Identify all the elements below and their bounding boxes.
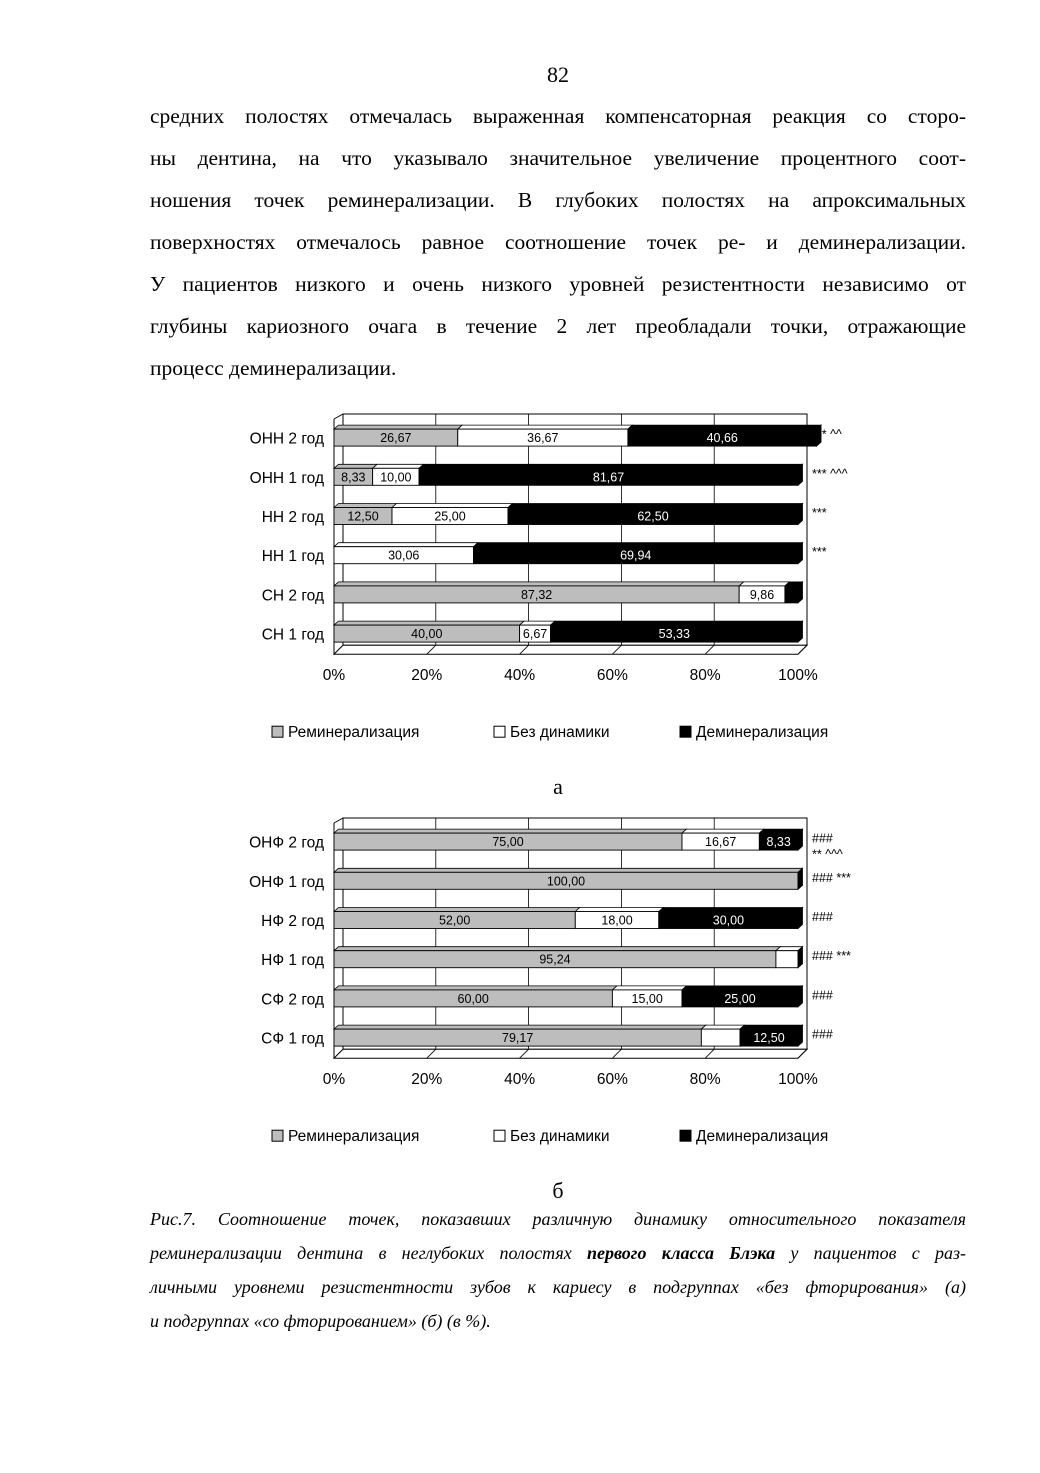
category-label: НН 1 год bbox=[261, 548, 324, 566]
x-tick-label: 100% bbox=[778, 667, 818, 685]
bar-segment-top bbox=[334, 425, 462, 429]
significance-annotation: ### bbox=[812, 1027, 833, 1042]
category-label: НН 2 год bbox=[261, 509, 324, 526]
legend-swatch bbox=[494, 1130, 505, 1141]
category-label: СН 1 год bbox=[261, 626, 324, 644]
bar-segment-top bbox=[334, 829, 687, 833]
data-label: 75,00 bbox=[492, 835, 524, 850]
caption-text: личными уровнеми резистентности зубов к кариесу в подгруппах «без фторирования» (а) bbox=[150, 1277, 966, 1297]
significance-annotation: ### bbox=[812, 910, 833, 924]
category-label: СН 2 год bbox=[261, 587, 324, 605]
data-label: 12,50 bbox=[347, 509, 379, 524]
data-label: 87,32 bbox=[520, 587, 553, 602]
legend-label: Деминерализация bbox=[696, 724, 829, 742]
bar-segment bbox=[701, 1029, 740, 1046]
significance-annotation: *** bbox=[812, 506, 827, 520]
bar-segment-top bbox=[334, 464, 377, 468]
data-label: 36,67 bbox=[527, 431, 559, 446]
bar-segment-top bbox=[701, 1025, 744, 1029]
bar-end-face bbox=[798, 829, 803, 850]
bar-end-face bbox=[798, 504, 803, 525]
bar-segment-top bbox=[759, 829, 802, 833]
bar-segment-top bbox=[682, 986, 803, 990]
caption-line bbox=[150, 1236, 966, 1270]
bar-segment-top bbox=[682, 829, 764, 833]
bar-segment-top bbox=[551, 621, 803, 625]
chart-b bbox=[0, 812, 1040, 1164]
data-label: 81,67 bbox=[592, 470, 625, 485]
bar-segment-top bbox=[334, 986, 617, 990]
body-line: процесс деминерализации. bbox=[150, 356, 397, 380]
bar-segment-top bbox=[520, 621, 555, 625]
bar-segment-top bbox=[508, 504, 803, 508]
data-label: 9,86 bbox=[749, 587, 775, 602]
data-label: 25,00 bbox=[434, 509, 466, 524]
bar-segment-top bbox=[334, 908, 580, 912]
caption-text: реминерализации дентина в неглубоких полостях bbox=[150, 1243, 587, 1263]
caption-text: и подгруппах «со фторированием» (б) (в %). bbox=[150, 1311, 491, 1331]
x-tick-label: 60% bbox=[596, 667, 628, 685]
x-tick-label: 100% bbox=[778, 1071, 818, 1089]
significance-annotation: *** ^^ bbox=[812, 427, 842, 442]
data-label: 26,67 bbox=[380, 431, 412, 446]
legend-label: Реминерализация bbox=[288, 724, 420, 742]
legend-label: Без динамики bbox=[510, 724, 610, 742]
bar-segment-top bbox=[334, 868, 803, 872]
bar-end-face bbox=[798, 582, 803, 603]
category-label: ОНН 1 год bbox=[249, 469, 324, 487]
data-label: 15,00 bbox=[631, 991, 663, 1006]
data-label: 95,24 bbox=[539, 952, 571, 967]
bar-segment-top bbox=[458, 425, 633, 429]
caption-text: Рис.7. Соотношение точек, показавших различную динамику относительного показателя bbox=[150, 1209, 966, 1229]
x-tick-label: 20% bbox=[411, 667, 443, 685]
caption-line bbox=[150, 1304, 966, 1338]
bar-segment-top bbox=[473, 543, 802, 547]
category-label: СФ 2 год bbox=[261, 991, 324, 1009]
bar-segment-top bbox=[373, 464, 424, 468]
data-label: 25,00 bbox=[724, 991, 756, 1006]
data-label: 60,00 bbox=[457, 991, 489, 1006]
legend-swatch bbox=[680, 726, 691, 737]
bar-segment bbox=[776, 951, 798, 968]
data-label: 79,17 bbox=[502, 1031, 534, 1046]
category-label: НФ 1 год bbox=[261, 952, 324, 970]
bar-segment-top bbox=[659, 908, 803, 912]
significance-annotation: ### bbox=[812, 988, 833, 1003]
x-tick-label: 80% bbox=[689, 1071, 721, 1089]
category-label: НФ 2 год bbox=[261, 913, 324, 930]
bar-end-face bbox=[798, 908, 803, 929]
data-label: 18,00 bbox=[601, 913, 633, 928]
bar-segment-top bbox=[419, 464, 802, 468]
legend-swatch bbox=[494, 726, 505, 737]
bar-end-face bbox=[798, 464, 803, 485]
bar-segment-top bbox=[334, 543, 478, 547]
legend-swatch bbox=[680, 1130, 691, 1141]
body-line: ношения точек реминерализации. В глубоких полостях на апроксимальных bbox=[150, 188, 966, 212]
data-label: 40,66 bbox=[706, 431, 738, 446]
bar-end-face bbox=[798, 986, 803, 1007]
plot-back-wall bbox=[343, 414, 807, 645]
panel-label-b: б bbox=[552, 1178, 564, 1203]
bar-end-face bbox=[798, 868, 803, 889]
category-label: ОНФ 1 год bbox=[249, 873, 324, 891]
legend-label: Реминерализация bbox=[288, 1128, 420, 1146]
bar-end-face bbox=[798, 1025, 803, 1046]
data-label: 12,50 bbox=[753, 1031, 785, 1046]
caption-emphasis: первого класса Блэка bbox=[587, 1243, 776, 1263]
legend-swatch bbox=[272, 1130, 283, 1141]
bar-segment-top bbox=[628, 425, 821, 429]
page-number: 82 bbox=[547, 62, 569, 87]
caption-line bbox=[150, 1202, 966, 1236]
x-tick-label: 0% bbox=[322, 667, 346, 685]
data-label: 53,33 bbox=[658, 627, 690, 642]
data-label: 16,67 bbox=[705, 835, 737, 850]
body-line: поверхностях отмечалось равное соотношение точек ре- и деминерализации. bbox=[150, 230, 966, 254]
data-label: 30,00 bbox=[712, 913, 745, 928]
bar-segment-top bbox=[740, 1025, 803, 1029]
legend-label: Без динамики bbox=[510, 1128, 610, 1146]
x-tick-label: 40% bbox=[504, 1071, 536, 1089]
significance-annotation: *** ^^^ bbox=[812, 466, 848, 481]
bar-segment-top bbox=[334, 1025, 706, 1029]
legend-swatch bbox=[272, 726, 283, 737]
caption-line bbox=[150, 1270, 966, 1304]
bar-segment-top bbox=[392, 504, 513, 508]
bar-segment-top bbox=[334, 582, 744, 586]
plot-back-wall bbox=[343, 818, 807, 1049]
bar-segment bbox=[785, 586, 798, 603]
x-tick-label: 20% bbox=[411, 1071, 443, 1089]
category-label: ОНН 2 год bbox=[249, 430, 324, 448]
significance-annotation: ** ^^^ bbox=[812, 847, 843, 862]
bar-end-face bbox=[798, 543, 803, 564]
figure-caption bbox=[150, 1202, 966, 1338]
panel-label-a: а bbox=[553, 774, 563, 799]
body-line: ны дентина, на что указывало значительное увеличение процентного соот- bbox=[150, 146, 966, 170]
body-line: глубины кариозного очага в течение 2 лет преобладали точки, отражающие bbox=[150, 314, 966, 338]
body-line: У пациентов низкого и очень низкого уровней резистентности независимо от bbox=[150, 272, 966, 296]
significance-annotation: *** bbox=[812, 545, 827, 560]
bar-segment-top bbox=[739, 582, 789, 586]
plot-floor bbox=[334, 645, 807, 654]
significance-annotation: ### *** bbox=[812, 870, 851, 885]
bar-end-face bbox=[798, 947, 803, 968]
chart-a bbox=[0, 408, 1040, 760]
bar-end-face bbox=[798, 621, 803, 642]
y-axis-line bbox=[334, 818, 343, 823]
bar-segment-top bbox=[334, 621, 524, 625]
plot-floor bbox=[334, 1049, 807, 1058]
x-tick-label: 80% bbox=[689, 667, 721, 685]
x-tick-label: 40% bbox=[504, 667, 536, 685]
bar-segment-top bbox=[334, 947, 780, 951]
body-line: средних полостях отмечалась выраженная компенсаторная реакция со сторо- bbox=[150, 104, 966, 128]
bar-segment-top bbox=[575, 908, 663, 912]
significance-annotation: ### bbox=[812, 831, 833, 846]
bar-segment-top bbox=[334, 504, 397, 508]
x-tick-label: 0% bbox=[322, 1071, 346, 1089]
data-label: 100,00 bbox=[546, 874, 586, 889]
data-label: 8,33 bbox=[766, 835, 791, 850]
bar-segment-top bbox=[612, 986, 686, 990]
data-label: 40,00 bbox=[411, 627, 443, 642]
data-label: 69,94 bbox=[620, 548, 652, 563]
data-label: 52,00 bbox=[438, 913, 471, 928]
data-label: 62,50 bbox=[637, 509, 669, 524]
data-label: 30,06 bbox=[388, 548, 420, 563]
y-axis-line bbox=[334, 414, 343, 419]
body-text bbox=[150, 95, 966, 389]
significance-annotation: ### *** bbox=[812, 949, 851, 964]
x-tick-label: 60% bbox=[596, 1071, 628, 1089]
legend-label: Деминерализация bbox=[696, 1128, 829, 1146]
category-label: ОНФ 2 год bbox=[249, 834, 324, 852]
data-label: 6,67 bbox=[522, 627, 548, 642]
data-label: 10,00 bbox=[380, 470, 412, 485]
data-label: 8,33 bbox=[341, 470, 366, 485]
category-label: СФ 1 год bbox=[261, 1030, 324, 1048]
caption-text: у пациентов с раз- bbox=[775, 1243, 966, 1263]
